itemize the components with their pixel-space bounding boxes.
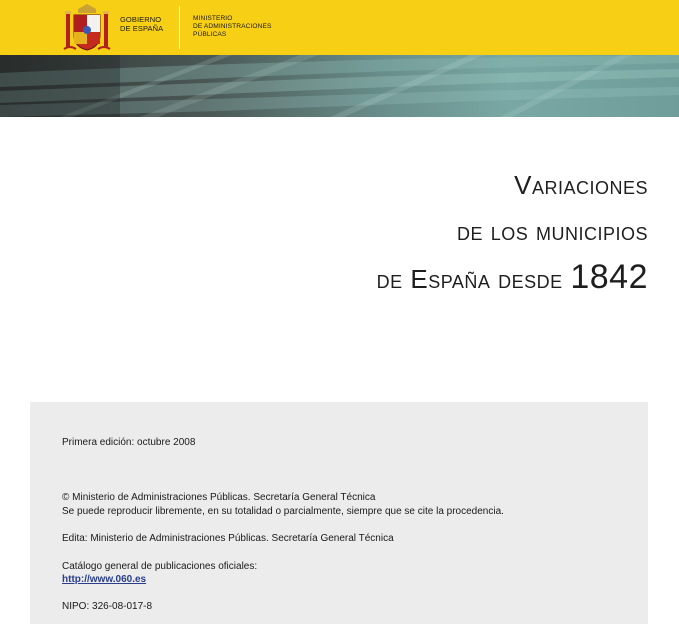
publication-info-box (30, 402, 648, 624)
ministry-label-line2: DE ADMINISTRACIONES (193, 23, 272, 30)
reproduction-text: Se puede reproducir libremente, en su totalidad o parcialmente, siempre que se cite la procedencia. (62, 506, 504, 517)
ministry-label (193, 15, 271, 39)
copyright-text: © Ministerio de Administraciones Públicas. Secretaría General Técnica (62, 492, 376, 503)
ministry-label-line1: MINISTERIO (193, 15, 233, 22)
decorative-band (0, 55, 679, 117)
header-divider (179, 6, 180, 49)
government-label-line2: DE ESPAÑA (120, 23, 164, 33)
title-line3 (377, 254, 648, 302)
coat-of-arms-icon (62, 3, 112, 52)
title-year: 1842 (570, 258, 648, 296)
band-texture (0, 55, 679, 117)
title-line1: Variaciones (514, 170, 648, 200)
catalog-link[interactable]: http://www.060.es (62, 574, 147, 585)
nipo-text: NIPO: 326-08-017-8 (62, 601, 153, 612)
publisher-text: Edita: Ministerio de Administraciones Públicas. Secretaría General Técnica (62, 533, 394, 544)
ministry-label-line3: PÚBLICAS (193, 31, 227, 38)
title-line3-prefix: de España desde (376, 264, 563, 294)
government-label (120, 16, 163, 33)
page-title (377, 162, 648, 302)
government-label-line1: GOBIERNO (120, 15, 162, 24)
title-line2: de los municipios (457, 216, 648, 246)
header-bar (0, 0, 679, 55)
edition-text: Primera edición: octubre 2008 (62, 437, 196, 448)
catalog-label: Catálogo general de publicaciones oficiales: (62, 561, 258, 572)
